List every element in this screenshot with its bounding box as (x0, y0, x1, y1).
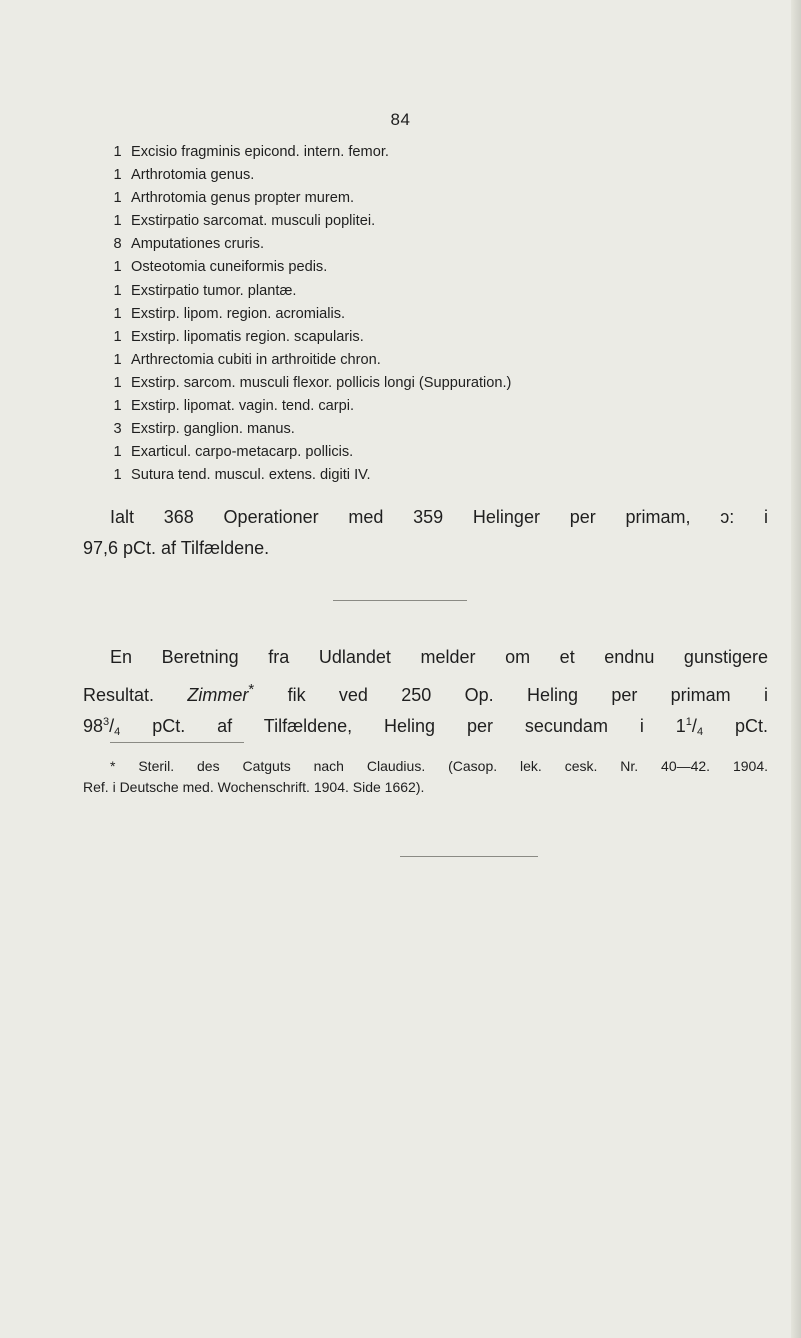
fraction-value: $1^1/_4$ (675, 716, 704, 738)
list-item (110, 464, 770, 487)
list-item (110, 141, 770, 164)
report-text: pCt. af Tilfældene, Heling per secundam i (152, 716, 644, 736)
list-item (110, 187, 770, 210)
operation-count: 1 (113, 444, 122, 461)
fraction-whole: 1 (675, 716, 686, 736)
summary-paragraph (83, 502, 768, 564)
list-item (110, 326, 770, 349)
operation-name: Exarticul. carpo-metacarp. pollicis. (131, 444, 354, 461)
report-text: pCt. (734, 716, 768, 736)
operation-count: 1 (113, 305, 122, 322)
fraction-value: $98^3/_4$ (83, 716, 121, 738)
operation-name: Arthrectomia cubiti in arthroitide chron. (131, 351, 381, 368)
operation-name: Exstirp. lipomatis region. scapularis. (131, 328, 364, 345)
list-item (110, 441, 770, 464)
report-text: Resultat. (83, 684, 155, 705)
footnote-divider (110, 742, 244, 743)
operation-count: 8 (113, 236, 122, 253)
operation-name: Excisio fragminis epicond. intern. femor. (131, 144, 389, 160)
report-text: fik ved 250 Op. Heling per primam i (287, 684, 768, 705)
list-item (110, 210, 770, 233)
operation-name: Amputationes cruris. (131, 236, 265, 253)
operation-count: 1 (113, 213, 122, 230)
operation-name: Arthrotomia genus propter murem. (131, 190, 355, 207)
operation-name: Sutura tend. muscul. extens. digiti IV. (131, 467, 371, 484)
page-number: 84 (390, 110, 411, 129)
operation-count: 1 (113, 167, 122, 184)
footnote (83, 756, 768, 798)
report-paragraph (83, 642, 768, 743)
list-item (110, 372, 770, 395)
list-item (110, 256, 770, 279)
operation-name: Exstirp. lipomat. vagin. tend. carpi. (131, 398, 355, 415)
list-item (110, 233, 770, 256)
operation-count: 1 (113, 374, 122, 391)
operation-name: Exstirpatio sarcomat. musculi poplitei. (131, 213, 376, 230)
footnote-mark: * (248, 680, 255, 698)
fraction-denominator: 4 (114, 726, 121, 738)
report-line (83, 711, 768, 743)
section-divider (333, 600, 467, 601)
operation-count: 1 (113, 259, 122, 276)
fraction-denominator: 4 (696, 726, 704, 738)
operation-name: Exstirpatio tumor. plantæ. (131, 282, 297, 299)
page-edge (791, 0, 801, 1338)
operation-count: 3 (113, 421, 122, 438)
report-line (83, 674, 768, 712)
footnote-line: Ref. i Deutsche med. Wochenschrift. 1904. Side 1662). (83, 779, 425, 795)
operation-name: Arthrotomia genus. (131, 167, 255, 184)
operation-list (110, 141, 770, 487)
fraction-numerator: 1 (685, 716, 692, 728)
end-divider (400, 856, 538, 857)
operation-count: 1 (113, 282, 122, 299)
fraction-numerator: 3 (103, 716, 110, 728)
operation-count: 1 (113, 144, 122, 160)
report-line: En Beretning fra Udlandet melder om et endnu gunstigere (110, 647, 768, 667)
operation-name: Exstirp. sarcom. musculi flexor. pollicis longi (Suppuration.) (131, 374, 512, 391)
operation-count: 1 (113, 398, 122, 415)
list-item (110, 303, 770, 326)
operation-name: Exstirp. lipom. region. acromialis. (131, 305, 346, 322)
operation-name: Osteotomia cuneiformis pedis. (131, 259, 328, 276)
list-item (110, 280, 770, 303)
summary-line: 97,6 pCt. af Tilfældene. (83, 538, 270, 558)
fraction-whole: 98 (83, 716, 104, 736)
list-item (110, 395, 770, 418)
list-item (110, 164, 770, 187)
operation-count: 1 (113, 328, 122, 345)
list-item (110, 349, 770, 372)
footnote-line: * Steril. des Catguts nach Claudius. (Casop. lek. cesk. Nr. 40—42. 1904. (110, 758, 768, 774)
list-item (110, 418, 770, 441)
operation-count: 1 (113, 467, 122, 484)
operation-name: Exstirp. ganglion. manus. (131, 421, 295, 438)
author-name: Zimmer (187, 684, 249, 705)
operation-count: 1 (113, 351, 122, 368)
operation-count: 1 (113, 190, 122, 207)
summary-line: Ialt 368 Operationer med 359 Helinger per primam, ɔ: i (110, 507, 768, 527)
